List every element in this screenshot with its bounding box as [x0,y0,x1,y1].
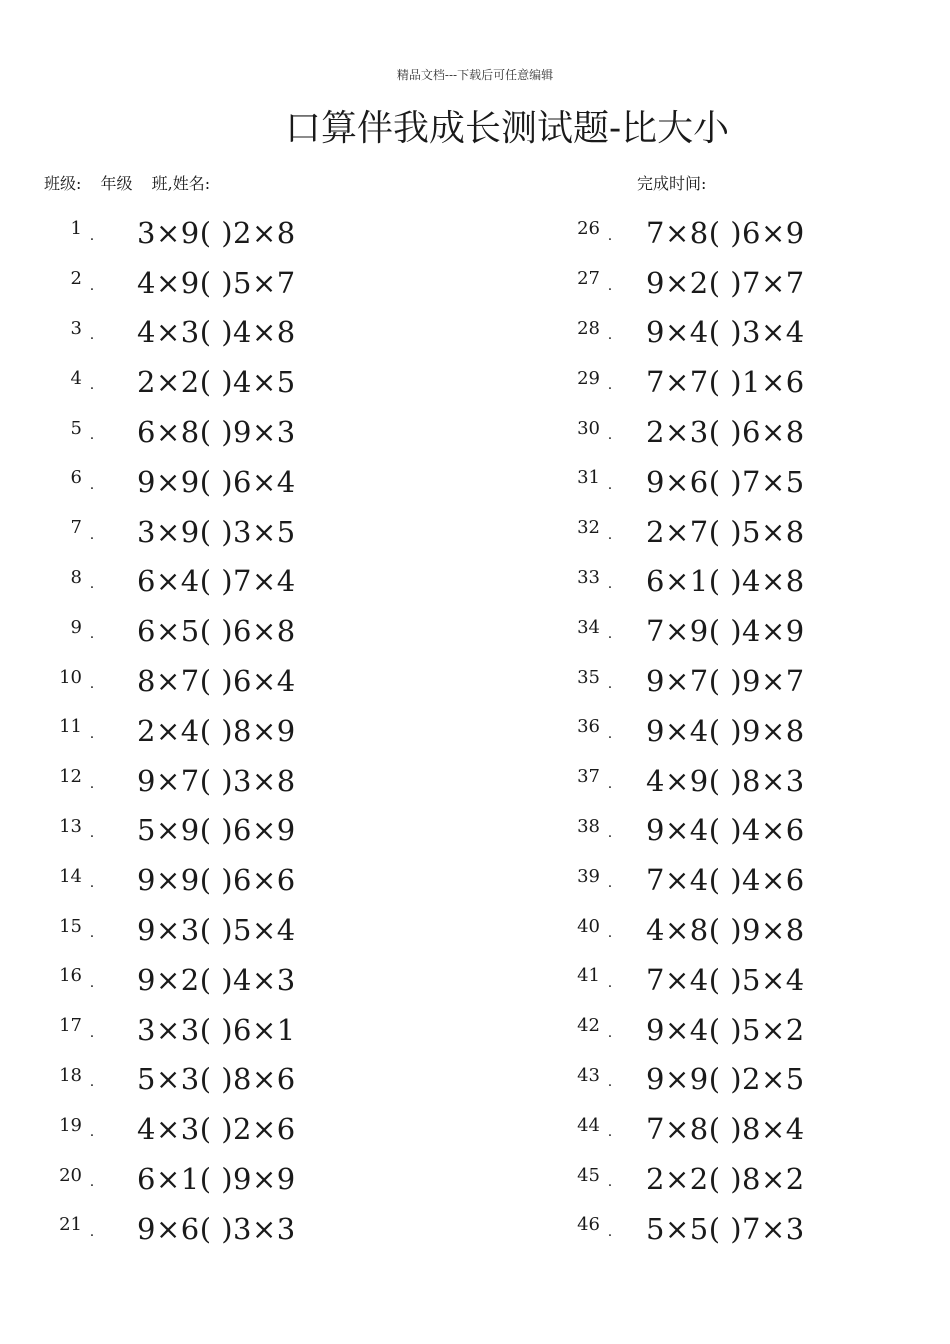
comparison-expression[interactable]: 4×9( )5×7 [137,265,296,300]
question-number: 13 [59,815,82,837]
completion-time-label: 完成时间: [637,174,707,193]
comparison-expression[interactable]: 9×7( )3×8 [137,763,296,798]
question-row [560,606,950,656]
comparison-expression[interactable]: 5×9( )6×9 [137,813,296,848]
comparison-expression[interactable]: 9×3( )5×4 [137,913,296,948]
comparison-expression[interactable]: 8×7( )6×4 [137,664,296,699]
question-number: 19 [59,1114,82,1136]
question-number: 20 [59,1164,82,1186]
question-number: 2 [70,268,82,290]
question-separator: . [89,676,95,693]
comparison-expression[interactable]: 2×4( )8×9 [137,713,296,748]
comparison-expression[interactable]: 9×9( )2×5 [646,1062,805,1097]
question-row [560,1055,950,1105]
question-separator: . [607,576,613,593]
comparison-expression[interactable]: 9×4( )3×4 [646,315,805,350]
question-separator: . [607,476,613,493]
question-separator: . [89,1223,95,1240]
comparison-expression[interactable]: 9×4( )5×2 [646,1012,805,1047]
comparison-expression[interactable]: 7×8( )6×9 [646,215,805,250]
question-number: 30 [577,417,600,439]
comparison-expression[interactable]: 5×3( )8×6 [137,1062,296,1097]
question-separator: . [607,277,613,294]
question-separator: . [607,1223,613,1240]
question-separator: . [89,626,95,643]
question-number: 5 [70,417,82,439]
question-row [40,905,460,955]
question-number: 18 [59,1064,82,1086]
question-row [560,1005,950,1055]
comparison-expression[interactable]: 9×2( )7×7 [646,265,805,300]
comparison-expression[interactable]: 7×8( )8×4 [646,1112,805,1147]
watermark-text: 精品文档---下载后可任意编辑 [396,68,554,82]
question-number: 43 [577,1064,600,1086]
question-number: 40 [577,915,600,937]
question-separator: . [89,1074,95,1091]
question-row [560,955,950,1005]
question-separator: . [607,925,613,942]
question-row [40,208,460,258]
question-separator: . [607,626,613,643]
comparison-expression[interactable]: 6×8( )9×3 [137,415,296,450]
question-row [40,606,460,656]
question-number: 35 [577,666,600,688]
comparison-expression[interactable]: 9×9( )6×4 [137,464,296,499]
question-separator: . [607,1124,613,1141]
comparison-expression[interactable]: 6×4( )7×4 [137,564,296,599]
question-number: 12 [59,766,82,788]
question-separator: . [607,676,613,693]
question-separator: . [89,327,95,344]
question-row [560,706,950,756]
comparison-expression[interactable]: 9×7( )9×7 [646,664,805,699]
question-row [40,1055,460,1105]
question-separator: . [607,725,613,742]
comparison-expression[interactable]: 4×3( )4×8 [137,315,296,350]
question-number: 41 [577,965,600,987]
question-number: 6 [70,467,82,489]
question-number: 21 [59,1214,82,1236]
comparison-expression[interactable]: 9×4( )9×8 [646,713,805,748]
question-row [560,357,950,407]
comparison-expression[interactable]: 7×7( )1×6 [646,365,805,400]
question-number: 8 [70,566,82,588]
question-row [40,557,460,607]
question-row [40,507,460,557]
question-separator: . [89,725,95,742]
question-separator: . [607,1174,613,1191]
question-separator: . [607,825,613,842]
question-row [560,1204,950,1254]
question-number: 7 [70,517,82,539]
comparison-expression[interactable]: 4×8( )9×8 [646,913,805,948]
question-number: 45 [577,1164,600,1186]
question-row [40,308,460,358]
comparison-expression[interactable]: 4×9( )8×3 [646,763,805,798]
question-number: 28 [577,317,600,339]
question-row [560,457,950,507]
question-separator: . [89,1174,95,1191]
comparison-expression[interactable]: 2×2( )8×2 [646,1162,805,1197]
comparison-expression[interactable]: 9×6( )7×5 [646,464,805,499]
question-number: 9 [70,616,82,638]
student-info [44,171,224,194]
question-number: 34 [577,616,600,638]
question-separator: . [89,227,95,244]
comparison-expression[interactable]: 9×2( )4×3 [137,962,296,997]
question-number: 27 [577,268,600,290]
comparison-expression[interactable]: 4×3( )2×6 [137,1112,296,1147]
question-row [40,855,460,905]
comparison-expression[interactable]: 6×1( )9×9 [137,1162,296,1197]
question-separator: . [607,1024,613,1041]
question-number: 33 [577,566,600,588]
question-row [40,357,460,407]
question-row [40,706,460,756]
question-separator: . [89,775,95,792]
question-row [560,806,950,856]
comparison-expression[interactable]: 7×9( )4×9 [646,614,805,649]
comparison-expression[interactable]: 9×4( )4×6 [646,813,805,848]
question-separator: . [607,875,613,892]
comparison-expression[interactable]: 2×3( )6×8 [646,415,805,450]
question-number: 14 [59,865,82,887]
question-number: 10 [59,666,82,688]
comparison-expression[interactable]: 2×2( )4×5 [137,365,296,400]
comparison-expression[interactable]: 9×6( )3×3 [137,1211,296,1246]
question-row [40,1005,460,1055]
question-number: 42 [577,1015,600,1037]
question-separator: . [607,526,613,543]
question-number: 29 [577,367,600,389]
question-separator: . [607,227,613,244]
question-row [560,407,950,457]
question-row [560,308,950,358]
question-row [40,806,460,856]
comparison-expression[interactable]: 6×5( )6×8 [137,614,296,649]
question-separator: . [607,327,613,344]
question-row [560,208,950,258]
question-separator: . [89,925,95,942]
question-row [560,258,950,308]
question-number: 44 [577,1114,600,1136]
grade-label: 年级 [100,174,133,193]
question-separator: . [89,277,95,294]
question-row [560,1154,950,1204]
question-separator: . [607,427,613,444]
question-separator: . [607,377,613,394]
question-separator: . [89,576,95,593]
question-row [40,457,460,507]
class-label: 班级: [44,174,82,193]
question-row [40,756,460,806]
question-row [560,905,950,955]
question-row [560,855,950,905]
question-row [40,955,460,1005]
question-row [40,258,460,308]
question-row [560,1104,950,1154]
question-row [40,656,460,706]
question-row [560,656,950,706]
comparison-expression[interactable]: 7×4( )4×6 [646,863,805,898]
comparison-expression[interactable]: 3×3( )6×1 [137,1012,296,1047]
question-number: 31 [577,467,600,489]
question-row [40,1154,460,1204]
question-separator: . [89,825,95,842]
comparison-expression[interactable]: 5×5( )7×3 [646,1211,805,1246]
question-row [40,1204,460,1254]
question-separator: . [89,427,95,444]
question-separator: . [607,974,613,991]
comparison-expression[interactable]: 6×1( )4×8 [646,564,805,599]
question-number: 15 [59,915,82,937]
comparison-expression[interactable]: 2×7( )5×8 [646,514,805,549]
question-number: 37 [577,766,600,788]
question-separator: . [89,526,95,543]
question-number: 46 [577,1214,600,1236]
comparison-expression[interactable]: 7×4( )5×4 [646,962,805,997]
question-separator: . [607,775,613,792]
question-separator: . [89,1024,95,1041]
question-number: 11 [59,716,82,738]
question-separator: . [89,377,95,394]
right-question-column [560,208,950,1254]
question-number: 4 [70,367,82,389]
question-number: 26 [577,218,600,240]
question-row [560,557,950,607]
question-row [560,756,950,806]
question-separator: . [607,1074,613,1091]
comparison-expression[interactable]: 9×9( )6×6 [137,863,296,898]
question-number: 1 [70,218,82,240]
question-separator: . [89,974,95,991]
comparison-expression[interactable]: 3×9( )2×8 [137,215,296,250]
comparison-expression[interactable]: 3×9( )3×5 [137,514,296,549]
question-number: 16 [59,965,82,987]
question-number: 38 [577,815,600,837]
left-question-column [40,208,460,1254]
name-label: 班,姓名: [151,174,211,193]
question-number: 36 [577,716,600,738]
question-row [40,1104,460,1154]
question-number: 3 [70,317,82,339]
question-separator: . [89,476,95,493]
question-separator: . [89,1124,95,1141]
question-row [560,507,950,557]
question-number: 17 [59,1015,82,1037]
page-title: 口算伴我成长测试题-比大小 [285,108,730,149]
question-number: 32 [577,517,600,539]
question-row [40,407,460,457]
question-separator: . [89,875,95,892]
question-number: 39 [577,865,600,887]
